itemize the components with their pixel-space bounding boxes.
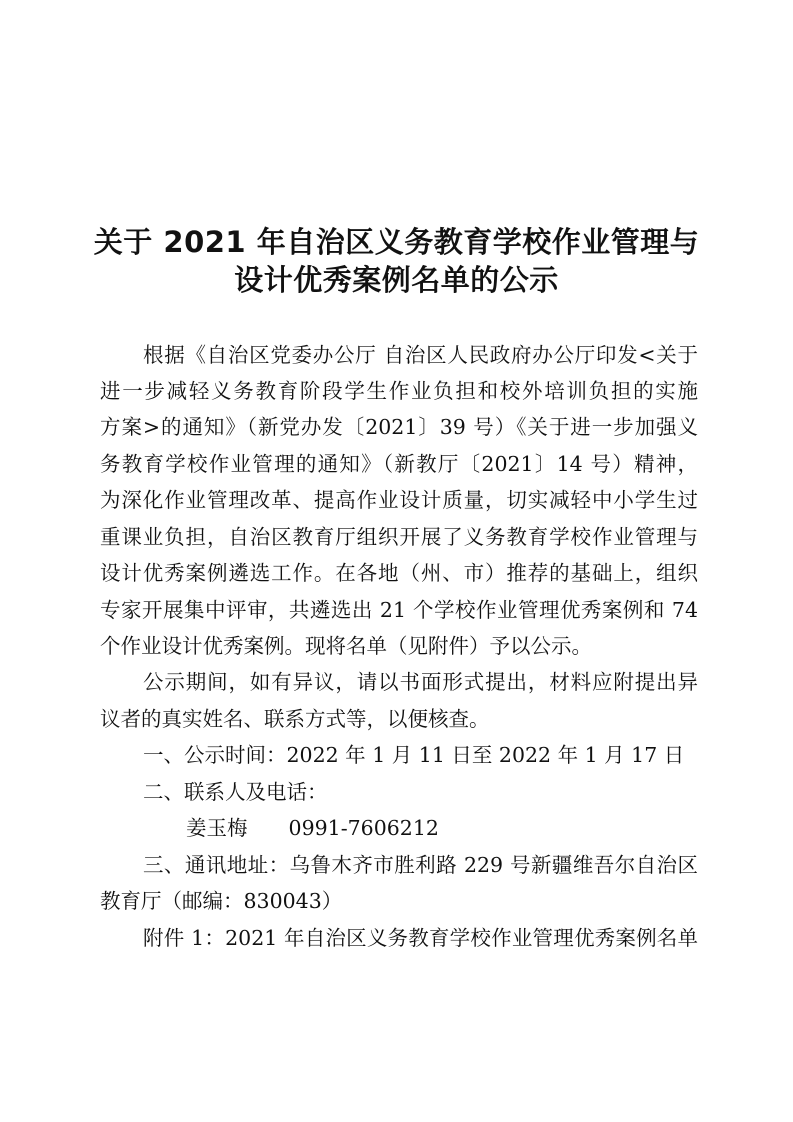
paragraph-1-line: 个作业设计优秀案例。现将名单（见附件）予以公示。 [100, 634, 592, 658]
paragraph-1-line: 设计优秀案例遴选工作。在各地（州、市）推荐的基础上，组织 [100, 561, 698, 585]
paragraph-1-line: 方案>的通知》（新党办发〔2021〕39 号）《关于进一步加强义 [100, 415, 698, 439]
contact-heading: 二、联系人及电话： [143, 780, 328, 804]
paragraph-2-line: 公示期间，如有异议，请以书面形式提出，材料应附提出异 [143, 670, 698, 694]
paragraph-1-line: 务教育学校作业管理的通知》（新教厅〔2021〕14 号）精神， [100, 452, 698, 476]
mailing-address-line: 教育厅（邮编：830043） [100, 889, 343, 913]
attachment-1: 附件 1：2021 年自治区义务教育学校作业管理优秀案例名单 [143, 926, 698, 950]
paragraph-2-line: 议者的真实姓名、联系方式等，以便核查。 [100, 707, 490, 731]
contact-phone: 0991-7606212 [288, 816, 439, 840]
publicity-period: 一、公示时间：2022 年 1 月 11 日至 2022 年 1 月 17 日 [143, 743, 685, 767]
document-title-line-2: 设计优秀案例名单的公示 [234, 263, 559, 297]
paragraph-1-line: 为深化作业管理改革、提高作业设计质量，切实减轻中小学生过 [100, 488, 698, 512]
document-title-line-1: 关于 2021 年自治区义务教育学校作业管理与 [93, 225, 700, 259]
contact-info [186, 813, 784, 843]
paragraph-1-line: 重课业负担，自治区教育厅组织开展了义务教育学校作业管理与 [100, 525, 698, 549]
paragraph-1-line: 根据《自治区党委办公厅 自治区人民政府办公厅印发<关于 [143, 343, 698, 367]
paragraph-1-line: 进一步减轻义务教育阶段学生作业负担和校外培训负担的实施 [100, 379, 698, 403]
mailing-address-line: 三、通讯地址：乌鲁木齐市胜利路 229 号新疆维吾尔自治区 [143, 853, 698, 877]
paragraph-1-line: 专家开展集中评审，共遴选出 21 个学校作业管理优秀案例和 74 [100, 598, 698, 622]
contact-name: 姜玉梅 [186, 816, 248, 840]
